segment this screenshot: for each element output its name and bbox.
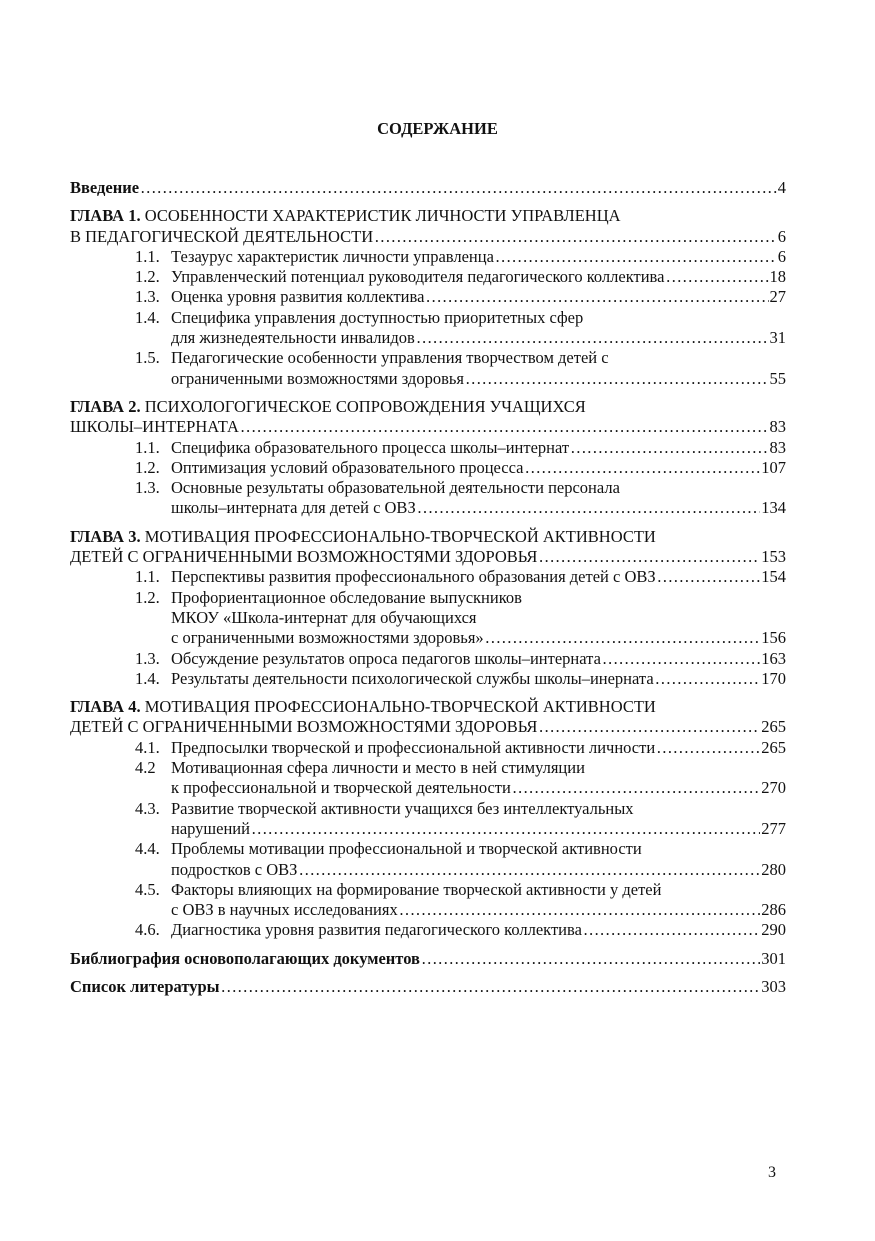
chapter-title-text: ДЕТЕЙ С ОГРАНИЧЕННЫМИ ВОЗМОЖНОСТЯМИ ЗДОРОВЬЯ — [70, 547, 538, 567]
toc-entry-title: Введение — [70, 178, 140, 197]
toc-section[interactable] — [70, 839, 786, 880]
toc-page-number: 265 — [761, 717, 786, 737]
toc-chapter-line — [70, 206, 786, 226]
toc-section-line — [70, 649, 786, 669]
toc-section-line — [70, 920, 786, 940]
section-number: 1.1. — [135, 567, 160, 587]
toc-chapter-line — [70, 697, 786, 717]
section-number: 1.2. — [135, 457, 160, 477]
section-title-text: Проблемы мотивации профессиональной и творческой активности — [171, 839, 642, 859]
chapter-title-text: ПСИХОЛОГОГИЧЕСКОЕ СОПРОВОЖДЕНИЯ УЧАЩИХСЯ — [144, 396, 586, 416]
toc-page-number: 27 — [769, 287, 786, 307]
toc-section-line — [70, 348, 786, 368]
toc-section[interactable] — [70, 287, 786, 307]
section-title-text: для жизнедеятельности инвалидов — [171, 328, 415, 348]
toc-section-line — [70, 328, 786, 348]
dot-leader — [656, 738, 760, 758]
section-title-text: Результаты деятельности психологической службы школы–инерната — [171, 668, 654, 688]
section-number: 4.1. — [135, 737, 160, 757]
chapter-title-text: В ПЕДАГОГИЧЕСКОЙ ДЕЯТЕЛЬНОСТИ — [70, 226, 374, 246]
chapter-label: ГЛАВА 1. — [70, 206, 141, 226]
dot-leader — [655, 669, 761, 689]
toc-section[interactable] — [70, 588, 786, 649]
chapter-title-text: ДЕТЕЙ С ОГРАНИЧЕННЫМИ ВОЗМОЖНОСТЯМИ ЗДОРОВЬЯ — [70, 717, 538, 737]
toc-page-number: 156 — [761, 628, 786, 648]
toc-line — [70, 178, 786, 198]
section-title-text: Мотивационная сфера личности и место в ней стимуляции — [171, 758, 585, 778]
toc-page-number: 303 — [761, 976, 786, 996]
toc-page-number: 6 — [777, 226, 786, 246]
dot-leader — [140, 178, 777, 198]
toc-section-line — [70, 608, 786, 628]
toc-chapter-line — [70, 227, 786, 247]
dot-leader — [251, 819, 760, 839]
toc-section[interactable] — [70, 478, 786, 519]
toc-section-line — [70, 588, 786, 608]
section-title-text: МКОУ «Школа-интернат для обучающихся — [171, 607, 477, 627]
toc-entry[interactable] — [70, 977, 786, 997]
toc-page-number: 55 — [769, 368, 786, 388]
toc-section-line — [70, 458, 786, 478]
section-title-text: Педагогические особенности управления творчеством детей с — [171, 348, 609, 368]
dot-leader — [465, 369, 769, 389]
section-number: 4.5. — [135, 879, 160, 899]
toc-page-number: 170 — [761, 668, 786, 688]
toc-section[interactable] — [70, 247, 786, 267]
section-number: 1.3. — [135, 648, 160, 668]
toc-section[interactable] — [70, 348, 786, 389]
toc-page-number: 31 — [769, 328, 786, 348]
section-number: 4.3. — [135, 798, 160, 818]
section-number: 1.1. — [135, 246, 160, 266]
toc-page-number: 83 — [769, 437, 786, 457]
section-title-text: Основные результаты образовательной деятельности персонала — [171, 478, 620, 498]
section-title-text: нарушений — [171, 818, 250, 838]
toc-section[interactable] — [70, 308, 786, 349]
toc-section-line — [70, 860, 786, 880]
toc-section-line — [70, 438, 786, 458]
section-number: 1.3. — [135, 287, 160, 307]
section-title-text: Специфика образовательного процесса школы–интернат — [171, 437, 570, 457]
toc-page-number: 153 — [761, 547, 786, 567]
toc-section[interactable] — [70, 669, 786, 689]
section-title-text: подростков с ОВЗ — [171, 859, 298, 879]
section-title-text: Тезаурус характеристик личности управленца — [171, 246, 494, 266]
section-number: 1.2. — [135, 267, 160, 287]
section-number: 4.2 — [135, 758, 156, 778]
section-number: 1.4. — [135, 668, 160, 688]
toc-section[interactable] — [70, 649, 786, 669]
toc-section-line — [70, 758, 786, 778]
toc-section-line — [70, 839, 786, 859]
toc-page-number: 4 — [777, 178, 786, 197]
section-number: 1.1. — [135, 437, 160, 457]
section-title-text: с ограниченными возможностями здоровья» — [171, 628, 484, 648]
chapter-label: ГЛАВА 2. — [70, 396, 141, 416]
section-title-text: Предпосылки творческой и профессиональной активности личности — [171, 737, 656, 757]
dot-leader — [485, 628, 761, 648]
toc-page-number: 107 — [761, 457, 786, 477]
dot-leader — [570, 438, 768, 458]
dot-leader — [524, 458, 760, 478]
toc-page-number: 277 — [761, 818, 786, 838]
dot-leader — [421, 949, 760, 969]
toc-section-line — [70, 478, 786, 498]
toc-chapter[interactable] — [70, 527, 786, 689]
toc-section[interactable] — [70, 567, 786, 587]
toc-entry[interactable] — [70, 949, 786, 969]
toc-section-line — [70, 308, 786, 328]
section-title-text: Обсуждение результатов опроса педагогов школы–интерната — [171, 648, 601, 668]
dot-leader — [538, 547, 760, 567]
section-number: 1.2. — [135, 587, 160, 607]
page-number: 3 — [768, 1164, 776, 1181]
toc-entry-title: Библиография основополагающих документов — [70, 948, 420, 968]
chapter-title-text: ШКОЛЫ–ИНТЕРНАТА — [70, 417, 239, 437]
section-title-text: Управленческий потенциал руководителя педагогического коллектива — [171, 267, 665, 287]
toc-page-number: 290 — [761, 920, 786, 940]
toc-section[interactable] — [70, 758, 786, 799]
toc-section-line — [70, 267, 786, 287]
dot-leader — [374, 227, 777, 247]
toc-section-line — [70, 799, 786, 819]
toc-page-number: 286 — [761, 900, 786, 920]
toc-page-number: 83 — [769, 417, 786, 437]
dot-leader — [495, 247, 777, 267]
toc-section[interactable] — [70, 458, 786, 478]
toc-chapter-line — [70, 397, 786, 417]
chapter-label: ГЛАВА 3. — [70, 526, 141, 546]
section-number: 1.3. — [135, 478, 160, 498]
toc-page-number: 163 — [761, 648, 786, 668]
dot-leader — [657, 567, 761, 587]
toc-section-line — [70, 819, 786, 839]
dot-leader — [416, 328, 769, 348]
section-number: 1.4. — [135, 307, 160, 327]
toc-section[interactable] — [70, 880, 786, 921]
toc-page-number: 154 — [761, 567, 786, 587]
section-title-text: Развитие творческой активности учащихся без интеллектуальных — [171, 798, 634, 818]
section-title-text: Диагностика уровня развития педагогического коллектива — [171, 920, 582, 940]
toc-section-line — [70, 778, 786, 798]
toc-section[interactable] — [70, 267, 786, 287]
toc-section-line — [70, 369, 786, 389]
dot-leader — [512, 778, 760, 798]
toc-chapter-line — [70, 547, 786, 567]
dot-leader — [602, 649, 760, 669]
chapter-title-text: МОТИВАЦИЯ ПРОФЕССИОНАЛЬНО-ТВОРЧЕСКОЙ АКТИВНОСТИ — [144, 526, 656, 546]
toc-page-number: 18 — [769, 267, 786, 287]
toc-page-number: 280 — [761, 859, 786, 879]
table-of-contents — [70, 178, 786, 997]
toc-chapter-line — [70, 417, 786, 437]
section-title-text: Перспективы развития профессионального образования детей с ОВЗ — [171, 567, 656, 587]
toc-chapter-line — [70, 527, 786, 547]
dot-leader — [665, 267, 768, 287]
toc-chapter[interactable] — [70, 697, 786, 941]
chapter-label: ГЛАВА 4. — [70, 697, 141, 717]
dot-leader — [583, 920, 760, 940]
toc-line — [70, 977, 786, 997]
dot-leader — [240, 417, 769, 437]
dot-leader — [417, 498, 761, 518]
toc-section-line — [70, 669, 786, 689]
section-title-text: Оптимизация условий образовательного процесса — [171, 457, 524, 477]
page-title: СОДЕРЖАНИЕ — [377, 119, 498, 138]
toc-section-line — [70, 628, 786, 648]
toc-section-line — [70, 738, 786, 758]
toc-section-line — [70, 287, 786, 307]
chapter-title-text: МОТИВАЦИЯ ПРОФЕССИОНАЛЬНО-ТВОРЧЕСКОЙ АКТИВНОСТИ — [144, 697, 656, 717]
dot-leader — [425, 287, 768, 307]
dot-leader — [298, 860, 760, 880]
section-title-text: Профориентационное обследование выпускников — [171, 587, 522, 607]
section-number: 1.5. — [135, 348, 160, 368]
section-title-text: к профессиональной и творческой деятельности — [171, 778, 511, 798]
section-title-text: Специфика управления доступностью приоритетных сфер — [171, 307, 584, 327]
toc-chapter[interactable] — [70, 206, 786, 389]
toc-entry-title: Список литературы — [70, 976, 220, 996]
toc-page-number: 270 — [761, 778, 786, 798]
dot-leader — [399, 900, 761, 920]
toc-section-line — [70, 247, 786, 267]
toc-line — [70, 949, 786, 969]
toc-chapter[interactable] — [70, 397, 786, 519]
toc-section[interactable] — [70, 738, 786, 758]
toc-page-number: 301 — [761, 948, 786, 968]
section-title-text: Факторы влияющих на формирование творческой активности у детей — [171, 879, 662, 899]
section-title-text: Оценка уровня развития коллектива — [171, 287, 425, 307]
toc-section-line — [70, 880, 786, 900]
toc-chapter-line — [70, 717, 786, 737]
section-title-text: школы–интерната для детей с ОВЗ — [171, 498, 416, 518]
toc-section[interactable] — [70, 799, 786, 840]
section-number: 4.4. — [135, 839, 160, 859]
dot-leader — [221, 977, 761, 997]
chapter-title-text: ОСОБЕННОСТИ ХАРАКТЕРИСТИК ЛИЧНОСТИ УПРАВЛЕНЦА — [144, 206, 621, 226]
toc-section[interactable] — [70, 920, 786, 940]
section-number: 4.6. — [135, 920, 160, 940]
toc-page-number: 134 — [761, 498, 786, 518]
toc-section[interactable] — [70, 438, 786, 458]
toc-section-line — [70, 498, 786, 518]
toc-entry[interactable] — [70, 178, 786, 198]
toc-section-line — [70, 900, 786, 920]
dot-leader — [538, 717, 760, 737]
toc-page-number: 6 — [777, 246, 786, 266]
section-title-text: с ОВЗ в научных исследованиях — [171, 900, 398, 920]
toc-section-line — [70, 567, 786, 587]
section-title-text: ограниченными возможностями здоровья — [171, 368, 464, 388]
toc-page-number: 265 — [761, 737, 786, 757]
